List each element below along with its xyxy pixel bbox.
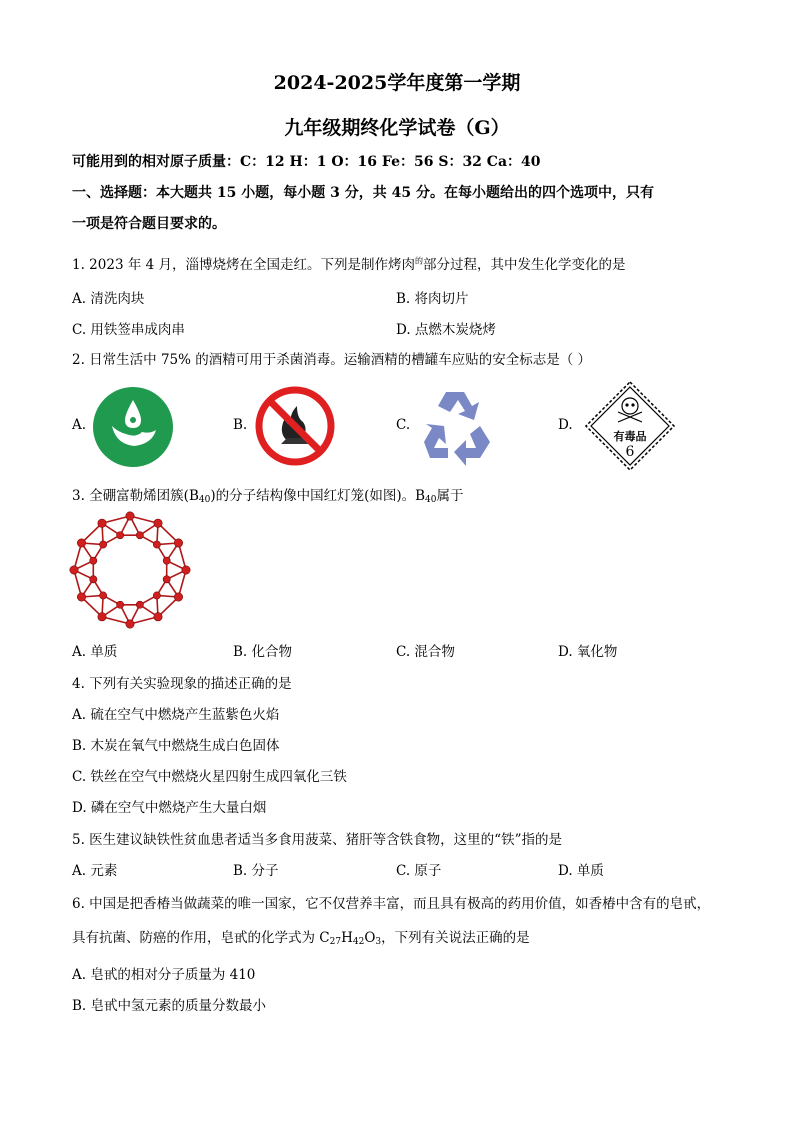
- molecule-atom: [117, 601, 124, 608]
- q4-option-d: D. 磷在空气中燃烧产生大量白烟: [72, 800, 267, 816]
- molecule-atom: [136, 532, 143, 539]
- q1-option-c: C. 用铁签串成肉串: [72, 322, 185, 338]
- molecule-atom: [163, 576, 170, 583]
- q4-option-b: B. 木炭在氧气中燃烧生成白色固体: [72, 738, 280, 754]
- q4-option-c: C. 铁丝在空气中燃烧火星四射生成四氧化三铁: [72, 769, 347, 785]
- b40-molecule-image: [68, 508, 192, 632]
- molecule-atom: [70, 566, 78, 574]
- q6-option-a: A. 皂甙的相对分子质量为 410: [72, 967, 256, 983]
- q5-option-b: B. 分子: [233, 863, 279, 879]
- molecule-atom: [182, 566, 190, 574]
- atomic-masses: 可能用到的相对原子质量：C：12 H：1 O：16 Fe：56 S：32 Ca：40: [72, 154, 541, 170]
- molecule-atom: [117, 532, 124, 539]
- molecule-atom: [153, 592, 160, 599]
- year-title: 2024-2025学年度第一学期: [273, 72, 521, 94]
- q1-stem: 1. 2023 年 4 月，淄博烧烤在全国走红。下列是制作烤肉$^的$部分过程，其中发生化学变化的是: [72, 256, 626, 273]
- section1-heading-line2: 一项是符合题目要求的。: [72, 216, 226, 232]
- toxic-sign-class: 6: [625, 444, 635, 460]
- q1-option-b: B. 将肉切片: [396, 291, 469, 307]
- q1-option-d: D. 点燃木炭烧烤: [396, 322, 496, 338]
- molecule-atom: [98, 613, 106, 621]
- exam-title: 九年级期终化学试卷（G）: [284, 117, 510, 139]
- molecule-atom: [90, 576, 97, 583]
- molecule-atom: [100, 541, 107, 548]
- molecule-atom: [136, 601, 143, 608]
- section1-heading-line1: 一、选择题：本大题共 15 小题，每小题 3 分，共 45 分。在每小题给出的四个选项中，只有: [72, 185, 654, 201]
- q3-stem: 3. 全硼富勒烯团簇$(B_{40})$的分子结构像中国红灯笼(如图)。$B_{40}$属于: [72, 488, 464, 505]
- q5-option-a: A. 元素: [72, 863, 118, 879]
- q3-option-a: A. 单质: [72, 644, 118, 660]
- q2-label-a: A.: [72, 417, 87, 433]
- molecule-atom: [163, 557, 170, 564]
- q6-option-b: B. 皂甙中氢元素的质量分数最小: [72, 998, 267, 1014]
- q6-stem-line1: 6. 中国是把香椿当做蔬菜的唯一国家，它不仅营养丰富，而且具有极高的药用价值，如香椿中含有的皂甙，: [72, 896, 711, 912]
- molecule-atom: [174, 593, 182, 601]
- toxic-sign-label: 有毒品: [613, 430, 647, 443]
- q3-option-b: B. 化合物: [233, 644, 293, 660]
- q5-option-c: C. 原子: [396, 863, 442, 879]
- q5-option-d: D. 单质: [558, 863, 604, 879]
- q5-stem: 5. 医生建议缺铁性贫血患者适当多食用菠菜、猪肝等含铁食物，这里的“铁”指的是: [72, 832, 562, 848]
- molecule-atom: [153, 541, 160, 548]
- q1-option-a: A. 清洗肉块: [72, 291, 145, 307]
- molecule-atom: [174, 539, 182, 547]
- q3-option-d: D. 氧化物: [558, 644, 618, 660]
- no-fire-sign-icon: [255, 386, 335, 466]
- molecule-atom: [126, 512, 134, 520]
- q6-stem-line2: 具有抗菌、防癌的作用，皂甙的化学式为 $C_{27}H_{42}O_3$，下列有关说法正确的是: [72, 930, 530, 947]
- q3-option-c: C. 混合物: [396, 644, 455, 660]
- molecule-atom: [90, 557, 97, 564]
- molecule-atom: [77, 539, 85, 547]
- q4-stem: 4. 下列有关实验现象的描述正确的是: [72, 676, 292, 692]
- q2-label-b: B.: [233, 417, 248, 433]
- q2-label-c: C.: [396, 417, 411, 433]
- molecule-atom: [126, 620, 134, 628]
- molecule-atom: [98, 519, 106, 527]
- q2-label-d: D.: [558, 417, 573, 433]
- recycle-sign-icon: [416, 386, 498, 466]
- water-saving-sign-icon: [92, 386, 174, 468]
- q4-option-a: A. 硫在空气中燃烧产生蓝紫色火焰: [72, 707, 280, 723]
- molecule-atom: [77, 593, 85, 601]
- molecule-atom: [154, 519, 162, 527]
- molecule-atom: [100, 592, 107, 599]
- molecule-atom: [154, 613, 162, 621]
- q2-stem: 2. 日常生活中 75% 的酒精可用于杀菌消毒。运输酒精的槽罐车应贴的安全标志是（ ）: [72, 352, 592, 368]
